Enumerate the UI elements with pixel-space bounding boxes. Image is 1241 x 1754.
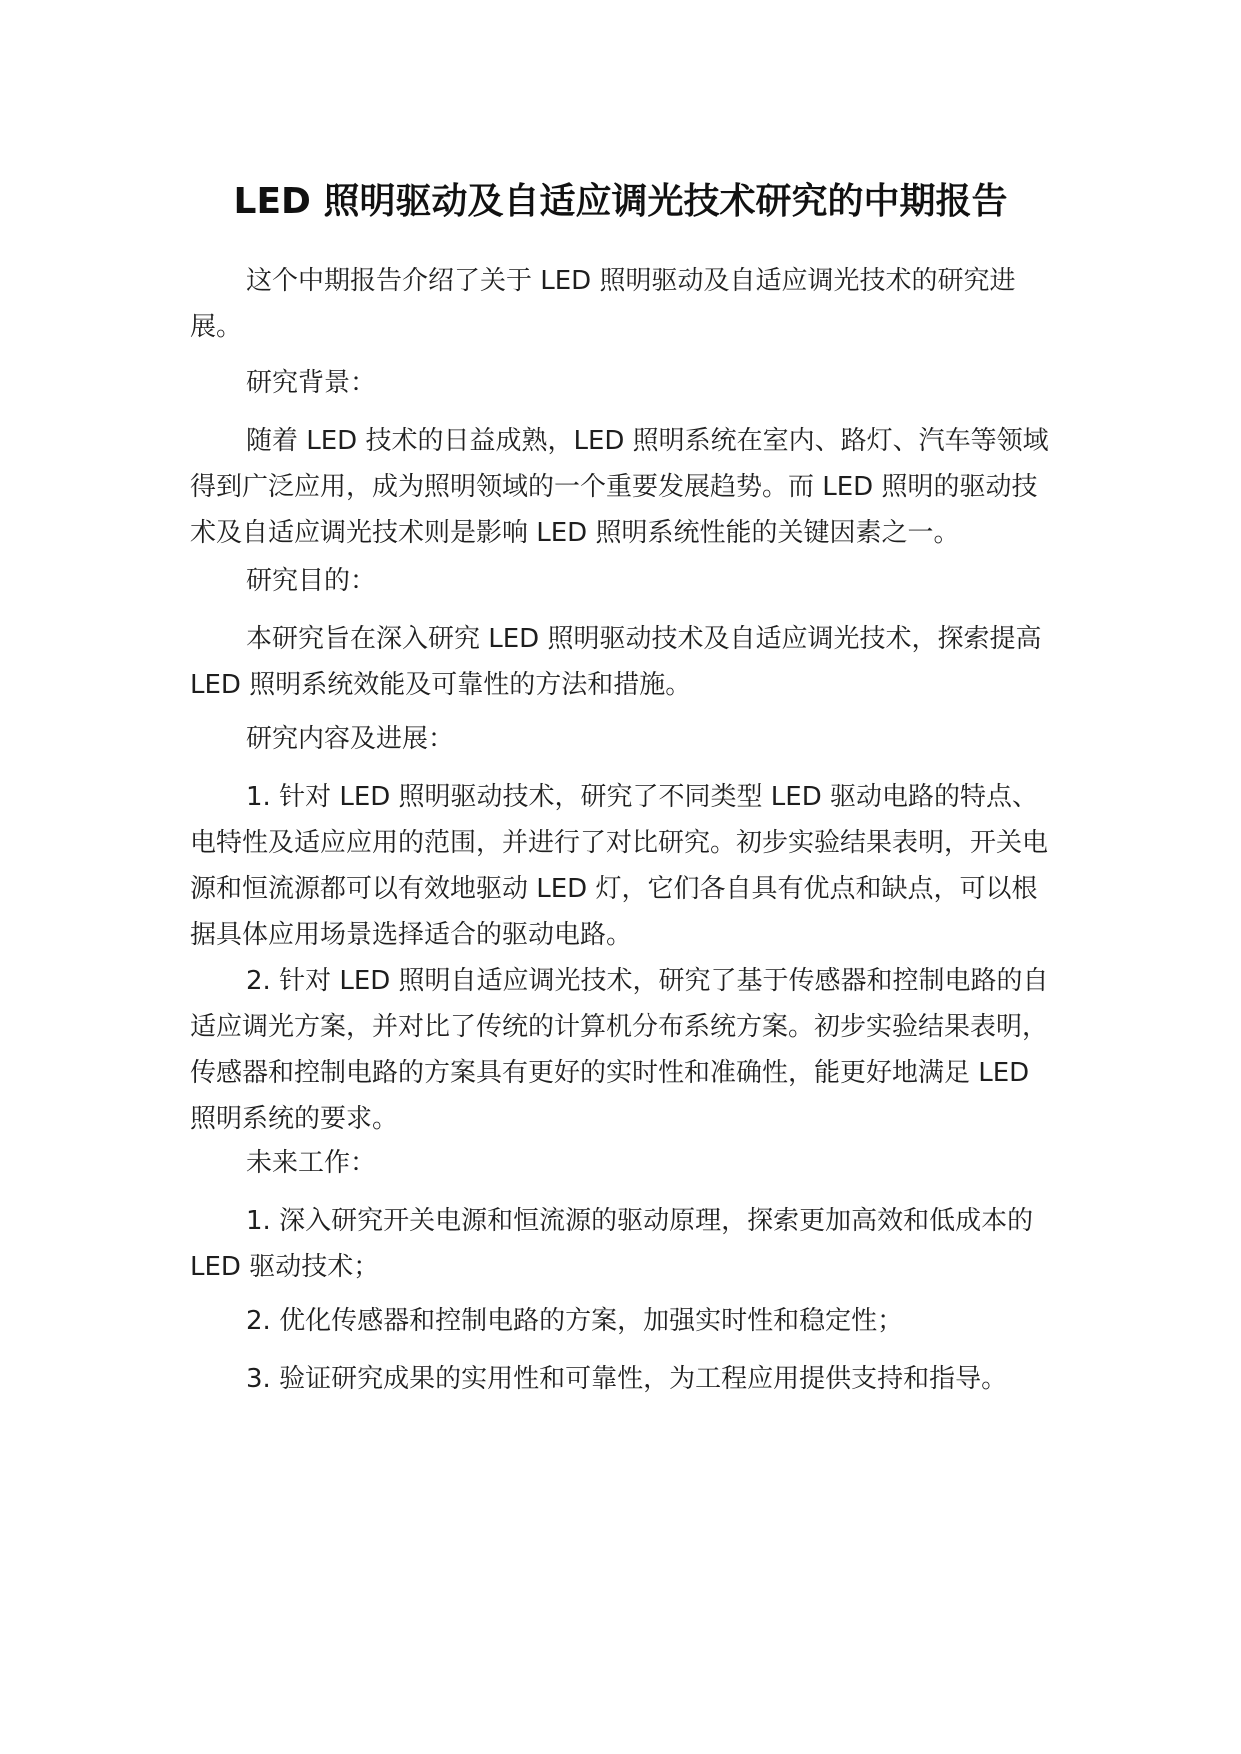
paragraph-background: 随着 LED 技术的日益成熟，LED 照明系统在室内、路灯、汽车等领域得到广泛应用，成为照明领域的一个重要发展趋势。而 LED 照明的驱动技术及自适应调光技术则是影响 LED 照明系统性能的关键因素之一。 bbox=[190, 426, 1049, 548]
document-title: LED 照明驱动及自适应调光技术研究的中期报告 bbox=[233, 181, 1008, 222]
paragraph-future-1: 1. 深入研究开关电源和恒流源的驱动原理，探索更加高效和低成本的 LED 驱动技术； bbox=[190, 1206, 1034, 1282]
paragraph-progress-2: 2. 针对 LED 照明自适应调光技术，研究了基于传感器和控制电路的自适应调光方案，并对比了传统的计算机分布系统方案。初步实验结果表明，传感器和控制电路的方案具有更好的实时性和准确性，能更好地满足 LED 照明系统的要求。 bbox=[190, 966, 1049, 1134]
paragraph-future-2: 2. 优化传感器和控制电路的方案，加强实时性和稳定性； bbox=[246, 1306, 904, 1336]
paragraph-future-3: 3. 验证研究成果的实用性和可靠性，为工程应用提供支持和指导。 bbox=[246, 1364, 1008, 1394]
heading-content-progress: 研究内容及进展： bbox=[246, 724, 455, 754]
paragraph-purpose: 本研究旨在深入研究 LED 照明驱动技术及自适应调光技术，探索提高 LED 照明系统效能及可靠性的方法和措施。 bbox=[190, 624, 1042, 700]
paragraph-intro: 这个中期报告介绍了关于 LED 照明驱动及自适应调光技术的研究进展。 bbox=[190, 266, 1016, 342]
heading-purpose: 研究目的： bbox=[246, 566, 377, 596]
heading-future-work: 未来工作： bbox=[246, 1148, 377, 1178]
heading-background: 研究背景： bbox=[246, 368, 377, 398]
paragraph-progress-1: 1. 针对 LED 照明驱动技术，研究了不同类型 LED 驱动电路的特点、电特性及适应应用的范围，并进行了对比研究。初步实验结果表明，开关电源和恒流源都可以有效地驱动 LED 灯，它们各自具有优点和缺点，可以根据具体应用场景选择适合的驱动电路。 bbox=[190, 782, 1049, 950]
